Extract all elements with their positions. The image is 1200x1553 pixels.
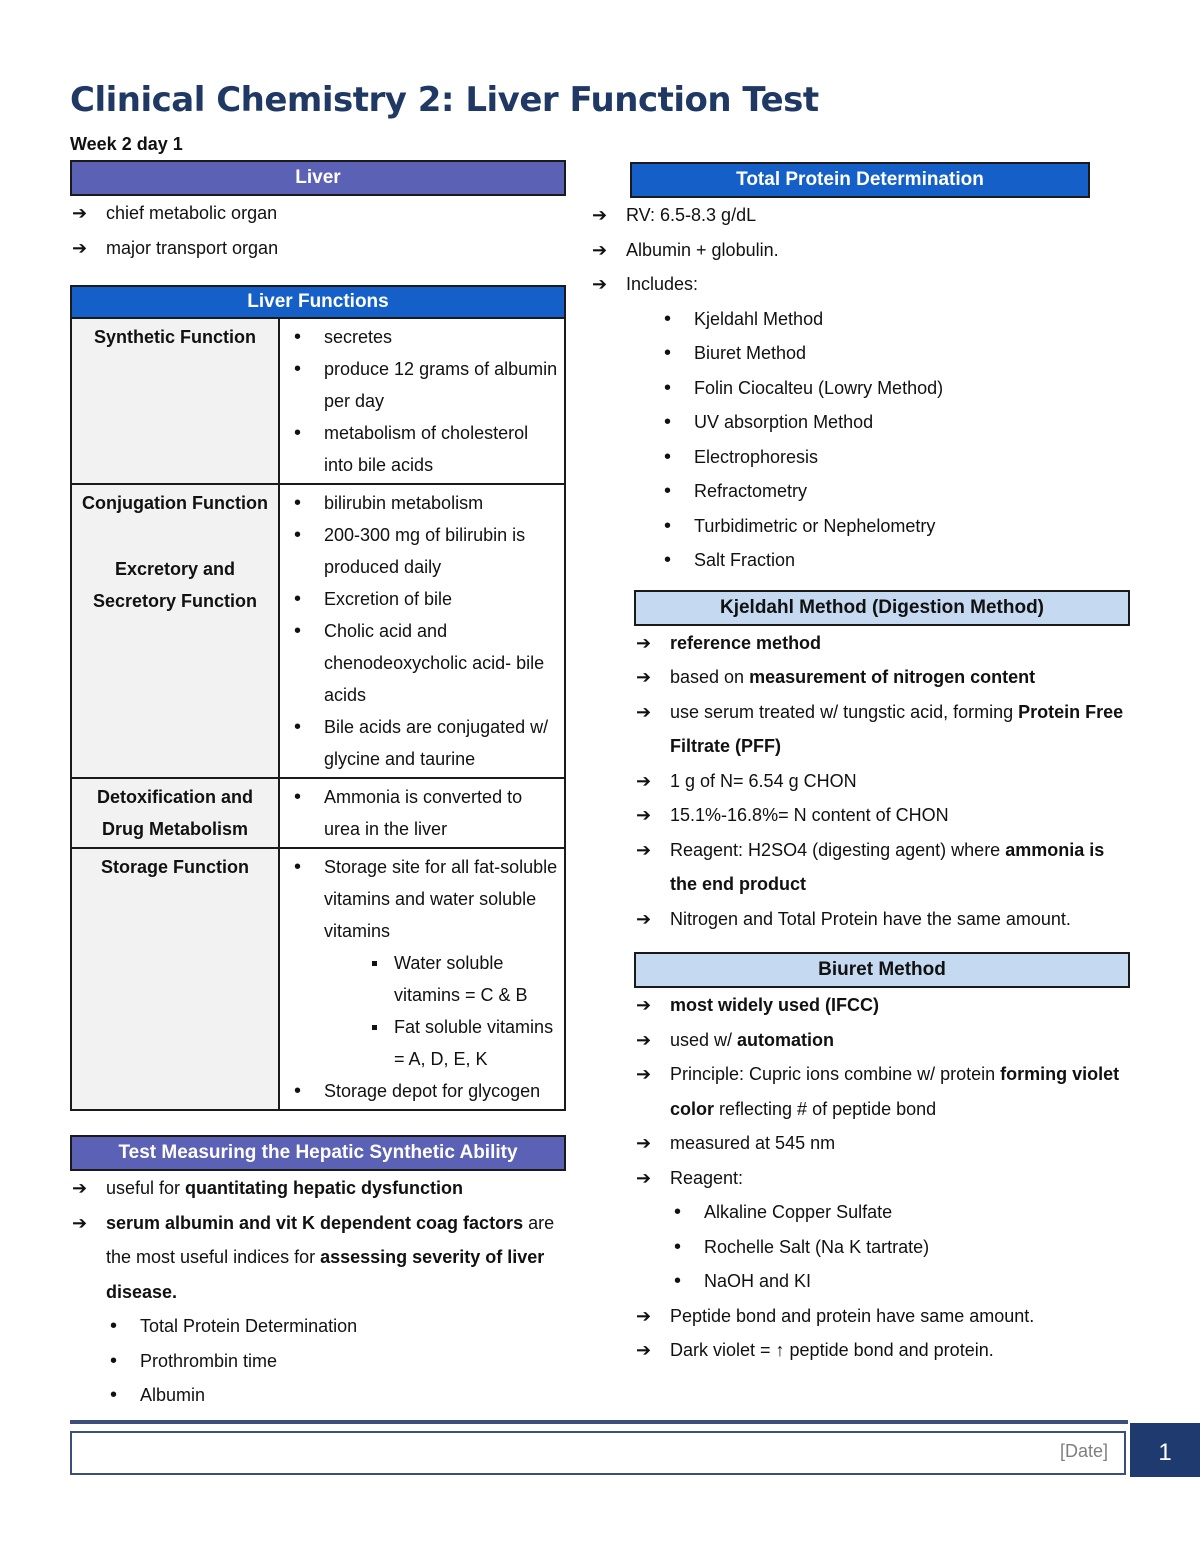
list-item: • Folin Ciocalteu (Lowry Method): [660, 371, 1130, 406]
list-item: ➔ chief metabolic organ: [70, 196, 566, 231]
table-row: [71, 848, 565, 1110]
bold-text: ammonia is the end product: [670, 839, 1105, 894]
list-item: ➔ Nitrogen and Total Protein have the same amount.: [634, 902, 1130, 937]
text: based on: [670, 667, 750, 687]
page-number: 1: [1130, 1423, 1200, 1477]
list-item: ➔ 15.1%-16.8%= N content of CHON: [634, 798, 1130, 833]
conjugation-excretory-desc: [279, 484, 565, 778]
table-row: [71, 778, 565, 848]
conjugation-function-label: Conjugation Function: [82, 493, 268, 513]
list-item: ➔ measured at 545 nm: [634, 1126, 1130, 1161]
list-item: • metabolism of cholesterol into bile acids: [286, 417, 558, 481]
bold-text: forming violet color: [670, 1064, 1120, 1119]
text: useful for: [106, 1178, 186, 1198]
footer-divider: [70, 1420, 1128, 1424]
list-item: [634, 660, 1130, 695]
list-item: • Ammonia is converted to urea in the liver: [286, 781, 558, 845]
list-item: ➔ Peptide bond and protein have same amount.: [634, 1299, 1130, 1334]
list-item: • Prothrombin time: [106, 1344, 566, 1379]
table-row: [71, 484, 565, 778]
list-item: • Excretion of bile: [286, 583, 558, 615]
storage-function-label: Storage Function: [71, 848, 279, 1110]
kjeldahl-header: Kjeldahl Method (Digestion Method): [634, 590, 1130, 626]
hepatic-list: [70, 1171, 566, 1309]
detox-function-desc: [279, 778, 565, 848]
biuret-header: Biuret Method: [634, 952, 1130, 988]
conjugation-excretory-label: [71, 484, 279, 778]
left-column: [70, 160, 566, 1413]
bold-text: automation: [737, 1029, 835, 1050]
list-item: • Salt Fraction: [660, 543, 1130, 578]
tpd-list: [590, 198, 1130, 302]
text: use serum treated w/ tungstic acid, forming: [670, 701, 1019, 722]
list-item: [634, 988, 1130, 1023]
bold-text: Protein Free Filtrate (PFF): [670, 701, 1124, 756]
list-item: [286, 851, 558, 1075]
kjeldahl-list: [634, 626, 1130, 937]
synthetic-function-label: Synthetic Function: [71, 318, 279, 484]
list-item-text: Storage site for all fat-soluble vitamins and water soluble vitamins: [324, 857, 558, 941]
bold-text: quantitating hepatic dysfunction: [185, 1178, 464, 1198]
footer-date: [Date]: [1059, 1441, 1108, 1461]
detox-function-label: Detoxification and Drug Metabolism: [71, 778, 279, 848]
list-item: ➔ RV: 6.5-8.3 g/dL: [590, 198, 1130, 233]
text: Reagent: H2SO4 (digesting agent) where: [670, 839, 1006, 860]
bold-text: measurement of nitrogen content: [749, 667, 1036, 687]
list-item: • Kjeldahl Method: [660, 302, 1130, 337]
liver-functions-table: [70, 285, 566, 1111]
biuret-reagents: [670, 1195, 1130, 1299]
text: are the most useful indices for: [106, 1212, 555, 1267]
list-item: • Refractometry: [660, 474, 1130, 509]
right-column: [590, 162, 1130, 1368]
synthetic-function-desc: [279, 318, 565, 484]
bold-text: assessing severity of liver disease.: [106, 1247, 545, 1302]
list-item: Fat soluble vitamins = A, D, E, K: [360, 1011, 558, 1075]
vitamins-sublist: [360, 947, 558, 1075]
list-item: [634, 1057, 1130, 1126]
list-item: • Albumin: [106, 1378, 566, 1413]
liver-header: Liver: [70, 160, 566, 196]
list-item: [634, 1023, 1130, 1058]
page-subtitle: Week 2 day 1: [70, 134, 183, 154]
list-item: • Cholic acid and chenodeoxycholic acid- bile acids: [286, 615, 558, 711]
table-row: [71, 318, 565, 484]
storage-function-desc: [279, 848, 565, 1110]
list-item: ➔ Albumin + globulin.: [590, 233, 1130, 268]
tpd-header: Total Protein Determination: [630, 162, 1090, 198]
bold-text: reference method: [670, 632, 822, 653]
list-item: • Turbidimetric or Nephelometry: [660, 509, 1130, 544]
list-item: Water soluble vitamins = C & B: [360, 947, 558, 1011]
list-item: • produce 12 grams of albumin per day: [286, 353, 558, 417]
page-title: Clinical Chemistry 2: Liver Function Test: [70, 80, 819, 120]
bold-text: serum albumin and vit K dependent coag factors: [106, 1212, 524, 1233]
list-item: • Alkaline Copper Sulfate: [670, 1195, 1130, 1230]
biuret-list: [634, 988, 1130, 1195]
list-item: • Total Protein Determination: [106, 1309, 566, 1344]
footer-box: [70, 1431, 1126, 1475]
list-item: [70, 1171, 566, 1206]
list-item: • Biuret Method: [660, 336, 1130, 371]
liver-list: [70, 196, 566, 265]
text: Principle: Cupric ions combine w/ protein: [670, 1064, 1001, 1084]
list-item: [634, 695, 1130, 764]
list-item: • Rochelle Salt (Na K tartrate): [670, 1230, 1130, 1265]
list-item: ➔ Includes:: [590, 267, 1130, 302]
text: reflecting # of peptide bond: [714, 1098, 937, 1119]
hepatic-sublist: [106, 1309, 566, 1413]
list-item: • Storage depot for glycogen: [286, 1075, 558, 1107]
list-item: • secretes: [286, 321, 558, 353]
list-item: ➔ Dark violet = ↑ peptide bond and protein.: [634, 1333, 1130, 1368]
tpd-methods: [660, 302, 1130, 578]
list-item: ➔ major transport organ: [70, 231, 566, 266]
list-item: • 200-300 mg of bilirubin is produced daily: [286, 519, 558, 583]
list-item: ➔ Reagent:: [634, 1161, 1130, 1196]
list-item: ➔ 1 g of N= 6.54 g CHON: [634, 764, 1130, 799]
text: used w/: [670, 1029, 738, 1050]
list-item: • UV absorption Method: [660, 405, 1130, 440]
hepatic-header: Test Measuring the Hepatic Synthetic Ability: [70, 1135, 566, 1171]
list-item: [70, 1206, 566, 1310]
bold-text: most widely used (IFCC): [670, 995, 880, 1015]
list-item: • Electrophoresis: [660, 440, 1130, 475]
list-item: [634, 833, 1130, 902]
list-item: • Bile acids are conjugated w/ glycine and taurine: [286, 711, 558, 775]
biuret-list-2: [634, 1299, 1130, 1368]
liver-functions-header: Liver Functions: [71, 286, 565, 318]
excretory-function-label: Excretory and Secretory Function: [92, 559, 258, 611]
list-item: • bilirubin metabolism: [286, 487, 558, 519]
list-item: • NaOH and KI: [670, 1264, 1130, 1299]
list-item: [634, 626, 1130, 661]
